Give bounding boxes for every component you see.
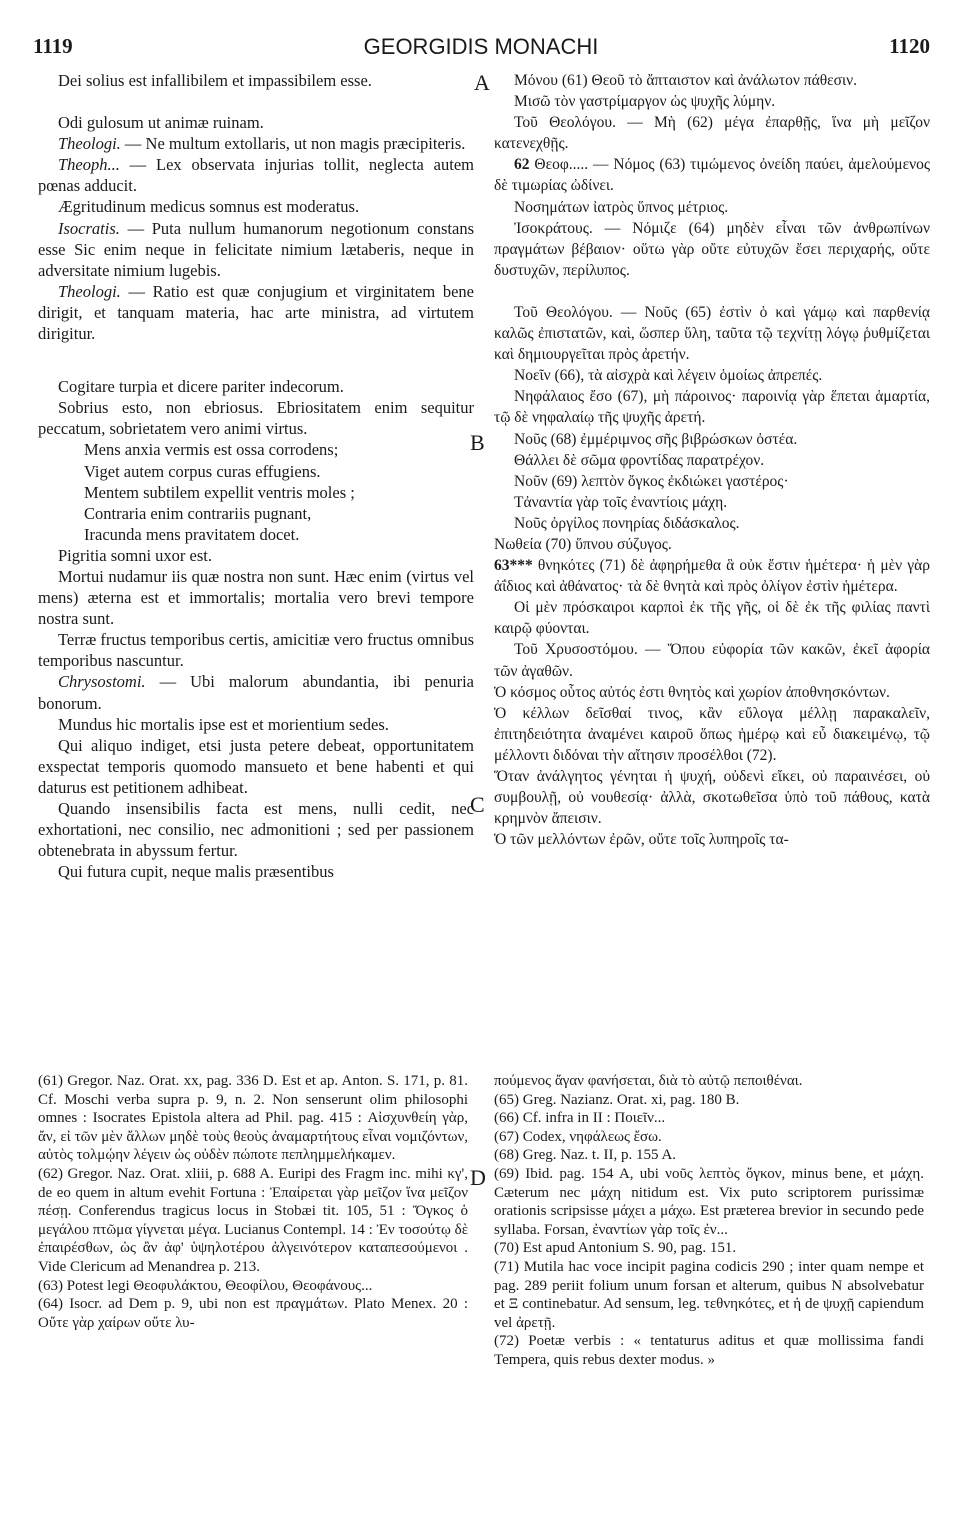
margin-letter-a: A [474, 70, 490, 95]
source-label: Isocratis. [58, 218, 120, 238]
latin-sentence: Chrysostomi. — Ubi malorum abundantia, ibi penuria bonorum. [38, 672, 474, 713]
footnote: (68) Greg. Naz. t. II, p. 155 A. [494, 1147, 677, 1164]
footnote: (67) Codex, νηφάλεως ἔσω. [494, 1128, 662, 1145]
greek-verse-line: Νοῦς (68) ἐμμέριμνος σῆς βιβρώσκων ὀστέα. [514, 430, 798, 448]
footnotes-right [494, 1072, 924, 1370]
source-label: Theoph... [58, 155, 120, 175]
latin-sentence: Cogitare turpia et dicere pariter indecorum. [58, 377, 344, 397]
greek-sentence: Νοσημάτων ἰατρὸς ὕπνος μέτριος. [514, 198, 729, 216]
verse-line: Mentem subtilem expellit ventris moles ; [84, 482, 355, 502]
page-number-right: 1120 [889, 34, 930, 58]
greek-verse-line: Νοῦς ὀργίλος πονηρίας διδάσκαλος. [514, 514, 740, 532]
section-number: 62 [514, 156, 530, 174]
footnote: (63) Potest legi Θεοφυλάκτου, Θεοφίλου, Θεοφάνους... [38, 1277, 373, 1294]
greek-verse-line: Θάλλει δὲ σῶμα φροντίδας παρατρέχον. [514, 451, 765, 469]
verse-line: Viget autem corpus curas effugiens. [84, 461, 321, 481]
footnote: (65) Greg. Nazianz. Orat. xi, pag. 180 B. [494, 1091, 740, 1108]
greek-sentence: Ἰσοκράτους. — Νόμιζε (64) μηδὲν εἶναι τῶν ἀνθρωπίνων πραγμάτων βέβαιον· οὕτω γὰρ οὔτε εὐτυχῶν ἔσει περιχαρής, οὔτε δυστυχῶν, περίλυπος. [494, 219, 930, 279]
latin-sentence: Theoph... — Lex observata injurias tollit, neglecta autem pœnas adducit. [38, 155, 474, 196]
section-number: 63*** [494, 557, 533, 575]
source-label: Theologi. [58, 281, 121, 301]
greek-sentence: Οἱ μὲν πρόσκαιροι καρποὶ ἐκ τῆς γῆς, οἱ δὲ ἐκ τῆς φιλίας παντὶ καιρῷ φύονται. [494, 599, 930, 638]
verse-line: Mens anxia vermis est ossa corrodens; [84, 440, 339, 460]
greek-sentence: Ὁ κέλλων δεῖσθαί τινος, κἂν εὔλογα μέλλῃ παρακαλεῖν, ἐπιτηδειότητα ἀναμένει καιροῦ ὅπως ἡμέρῳ καὶ εὖ διακειμένῳ, τῷ μέλλοντι διδόναι τὴν αἴτησιν προσέλθοι (72). [494, 704, 930, 764]
footnote: (71) Mutila hac voce incipit pagina codicis 290 ; inter quam nempe et pag. 289 periit folium unum forsan et alterum, quibus N absolvebatur et Ξ continebatur. Ad sensum, leg. τεθνηκότες, et ἡ de ψυχῇ capiendum vel ἀρετῇ. [494, 1258, 924, 1331]
footnote: πούμενος ἄγαν φανήσεται, διὰ τὸ αὐτῷ πεποιθέναι. [494, 1073, 803, 1089]
margin-letter-b: B [470, 430, 485, 455]
running-title: GEORGIDIS MONACHI [363, 34, 599, 59]
latin-sentence: Dei solius est infallibilem et impassibilem esse. [58, 71, 372, 90]
greek-sentence: Τοῦ Θεολόγου. — Νοῦς (65) ἐστὶν ὁ καὶ γάμῳ καὶ παρθενίᾳ καλῶς ἐπιστατῶν, καὶ, ὥσπερ ὕλη, ταῦτα τῷ τεχνίτῃ λόγῳ ῥυθμίζεται καὶ δημιουργεῖται πρὸς ἀρετήν. [494, 303, 930, 364]
latin-sentence: Odi gulosum ut animæ ruinam. [58, 113, 264, 133]
greek-sentence: Ὁ κόσμος οὗτος αὐτός ἐστι θνητὸς καὶ χωρίον ἀποθνησκόντων. [494, 683, 890, 701]
footnotes-left [38, 1072, 468, 1332]
footnote: (62) Gregor. Naz. Orat. xliii, p. 688 A. Euripi des Fragm inc. mihi κγ', de eo quem in altum evehit Fortuna : Ἐπαίρεται γὰρ μεῖζον ἵνα μεῖζον πέσῃ. Conferendus tragicus locus in Stobæi tit. 105, 51 : Ὄγκος ὁ μεγάλου πτῶμα γίγνεται μέγα. Lucianus Contempl. 14 : Ἐν τοσούτῳ δὲ ἐπαιρέσθων, ὡς ἂν ἀφ' ὑψηλοτέρου ἀλγεινότερον καταπεσούμενοι . Vide Clericum ad Menandrea p. 213. [38, 1165, 468, 1275]
page-header [0, 0, 962, 60]
greek-column [494, 70, 930, 850]
greek-sentence: Ὅταν ἀνάλγητος γένηται ἡ ψυχή, οὐδενὶ εἴκει, οὐ παραινέσει, οὐ συμβουλῇ, οὐ νουθεσίᾳ· ἀλλὰ, σκοτωθεῖσα ὑπὸ τοῦ πάθους, κατὰ κρημνὸν ἄπεισιν. [494, 768, 930, 828]
latin-sentence: Isocratis. — Puta nullum humanorum negotionum constans esse Sic enim neque in felicitate nimium lætaberis, neque in adversitate nimium lugebis. [38, 218, 474, 280]
greek-verse-line: Τἀναντία γὰρ τοῖς ἐναντίοις μάχη. [514, 493, 728, 511]
latin-sentence: Terræ fructus temporibus certis, amicitiæ vero fructus omnibus temporibus nascuntur. [38, 630, 474, 671]
latin-sentence: Sobrius esto, non ebriosus. Ebriositatem enim sequitur peccatum, sobrietatem vero animi virtus. [38, 398, 474, 439]
latin-sentence: Theologi. — Ratio est quæ conjugium et virginitatem bene dirigit, et tanquam materia, hac arte ministra, ad virtutem dirigitur. [38, 281, 474, 344]
footnote: (69) Ibid. pag. 154 A, ubi νοῦς λεπτὸς ὄγκον, minus bene, et μάχη. Cæterum nec μάχη nitidum est. Vix puto scriptorem purissimæ orationis scripsisse μάχει a μάχω. Est præterea brevior in secundo pede syllaba. Forsan, ἐναντίων γὰρ τοῖς ἐν... [494, 1165, 924, 1238]
footnote: (72) Poetæ verbis : « tentaturus aditus et quæ mollissima fandi Tempera, quis rebus dexter modus. » [494, 1333, 924, 1368]
source-label: Theologi. [58, 134, 121, 154]
footnote: (61) Gregor. Naz. Orat. xx, pag. 336 D. Est et ap. Anton. S. 171, p. 81. Cf. Moschi verba supra p. 9, n. 2. Non senserunt olim philosophi omnes : Isocrates Epistola altera ad Phil. pag. 415 : Αἰσχυνθείη γὰρ, ἄν, εἰ τῶν μὲν ἄλλων μηδὲ τοὺς θεοὺς ἀναμαρτήτους εἶναι νομιζόντων, αὐτὸς τολμῴην λέγειν ὡς οὐδὲν πώποτε πεπλημμελήκαμεν. [38, 1073, 468, 1164]
footnote: (64) Isocr. ad Dem p. 9, ubi non est πραγμάτων. Plato Menex. 20 : Οὔτε γὰρ χαίρων οὔτε λυ- [38, 1296, 468, 1331]
margin-letter-d: D [470, 1165, 486, 1190]
greek-sentence: Νηφάλαιος ἔσο (67), μὴ πάροινος· παροινίᾳ γὰρ ἕπεται ἁμαρτία, τῷ δὲ νηφαλαίῳ τῆς ψυχῆς ἀρετή. [494, 388, 930, 427]
latin-sentence: Mundus hic mortalis ipse est et morientium sedes. [58, 714, 389, 734]
footnote: (70) Est apud Antonium S. 90, pag. 151. [494, 1240, 737, 1257]
latin-sentence: Ægritudinum medicus somnus est moderatus. [58, 197, 360, 217]
verse-line: Iracunda mens pravitatem docet. [84, 524, 300, 544]
page-number-left: 1119 [33, 34, 73, 58]
latin-sentence: Theologi. — Ne multum extollaris, ut non magis præcipiteris. [58, 134, 466, 154]
latin-sentence: Qui futura cupit, neque malis præsentibus [58, 862, 334, 882]
greek-verse-line: Νοῦν (69) λεπτὸν ὄγκος ἐκδιώκει γαστέρος· [514, 472, 789, 490]
greek-sentence: Τοῦ Χρυσοστόμου. — Ὅπου εὐφορία τῶν κακῶν, ἐκεῖ ἀφορία τῶν ἀγαθῶν. [494, 641, 930, 680]
greek-sentence: 63*** θνηκότες (71) δὲ ἀφηρήμεθα ἃ οὐκ ἔστιν ἡμέτερα· ἡ μὲν γὰρ ἀΐδιος καὶ ἀθάνατος· τὰ δὲ θνητὰ καὶ πρὸς ὀλίγον ἐστὶν ἡμέτερα. [494, 557, 930, 596]
source-label: Chrysostomi. [58, 672, 146, 692]
verse-line: Contraria enim contrariis pugnant, [84, 503, 312, 523]
greek-sentence: Μόνου (61) Θεοῦ τὸ ἄπταιστον καὶ ἀνάλωτον πάθεσιν. [514, 72, 858, 89]
greek-sentence: Μισῶ τὸν γαστρίμαργον ὡς ψυχῆς λύμην. [514, 93, 776, 111]
greek-sentence: 62 Θεοφ..... — Νόμος (63) τιμώμενος ὀνείδη παύει, ἀμελούμενος δὲ τιμωρίας ὠδίνει. [494, 156, 930, 195]
greek-sentence: Ὁ τῶν μελλόντων ἐρῶν, οὔτε τοῖς λυπηροῖς τα- [494, 831, 789, 849]
latin-sentence: Mortui nudamur iis quæ nostra non sunt. Hæc enim (virtus vel mens) æterna est et immortalis; mortalia vero brevi tempore nostra sunt. [38, 566, 474, 629]
margin-letter-c: C [470, 792, 485, 817]
latin-sentence: Quando insensibilis facta est mens, nulli cedit, nec exhortationi, nec consilio, nec admonitioni ; sed per passionem obtenebrata in abyssum fertur. [38, 799, 474, 861]
latin-column [38, 70, 474, 882]
greek-sentence: Νωθεία (70) ὕπνου σύζυγος. [494, 535, 672, 553]
latin-sentence: Qui aliquo indiget, etsi justa petere debeat, opportunitatem exspectat temporis quomodo mansueto et bene habenti et qui daturus est petitionem adhibeat. [38, 735, 474, 797]
latin-sentence: Pigritia somni uxor est. [58, 545, 212, 565]
greek-sentence: Τοῦ Θεολόγου. — Μὴ (62) μέγα ἐπαρθῇς, ἵνα μὴ μεῖζον κατενεχθῇς. [494, 114, 930, 153]
footnote: (66) Cf. infra in II : Ποιεῖν... [494, 1110, 666, 1127]
greek-sentence: Νοεῖν (66), τὰ αἰσχρὰ καὶ λέγειν ὁμοίως ἀπρεπές. [514, 367, 823, 385]
